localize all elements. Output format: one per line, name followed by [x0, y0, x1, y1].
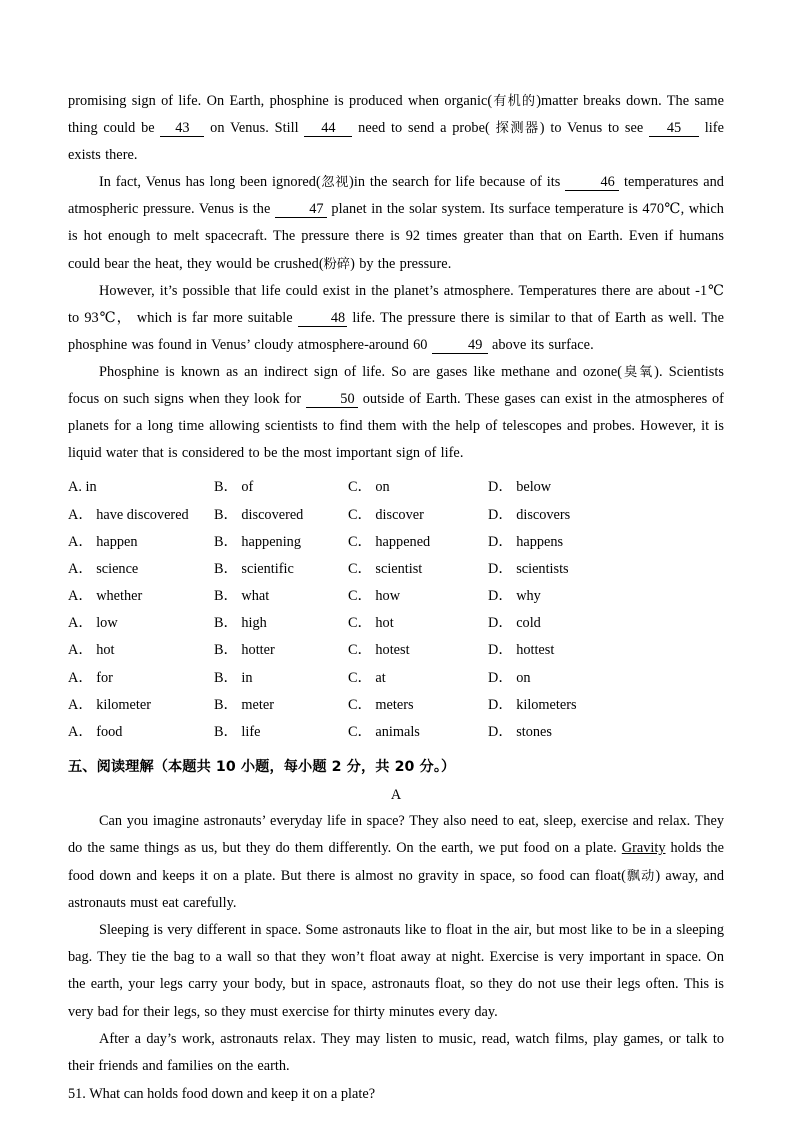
reading-paragraph-1	[68, 808, 724, 917]
option-44-b[interactable]: B． scientific	[214, 560, 294, 577]
option-46-a[interactable]: A． low	[68, 615, 118, 632]
option-49-b[interactable]: B． meter	[214, 696, 274, 713]
option-row-50	[68, 719, 724, 746]
cloze-paragraph-1	[68, 88, 724, 169]
option-48-b[interactable]: B． in	[214, 669, 253, 686]
option-48-c[interactable]: C． at	[348, 669, 386, 686]
option-49-a[interactable]: A． kilometer	[68, 696, 151, 713]
blank-44[interactable]: 44	[304, 121, 352, 137]
cloze-p2-text-c: temperatures and atmospheric pressure. Venus is the	[68, 174, 725, 218]
option-row-42	[68, 502, 724, 529]
cloze-p3-text-c: above its surface.	[487, 336, 594, 353]
option-44-c[interactable]: C． scientist	[348, 560, 423, 577]
cloze-paragraph-4	[68, 359, 724, 467]
cloze-p3-text-a: However, it’s possible that life could exist in the planet’s atmosphere. Temperatures there are about -1℃ to 93℃， which is far more suitable	[68, 282, 724, 326]
reading-passage-a	[68, 808, 724, 1080]
cloze-p2-chinese-gloss-2: 粉碎	[323, 256, 351, 272]
cloze-p1-text-d: need to send a probe(	[352, 120, 496, 137]
cloze-p1-chinese-gloss-2: 探测器	[495, 121, 540, 137]
option-50-c[interactable]: C． animals	[348, 724, 420, 740]
page-content	[68, 88, 724, 1108]
option-50-b[interactable]: B． life	[214, 724, 261, 740]
option-41-a[interactable]: A. in	[68, 479, 97, 496]
option-row-45	[68, 583, 724, 610]
option-49-d[interactable]: D． kilometers	[488, 696, 577, 713]
option-42-b[interactable]: B． discovered	[214, 506, 304, 523]
cloze-p1-text-a: promising sign of life. On Earth, phosphine is produced when organic(	[68, 93, 493, 109]
blank-50[interactable]: 50	[306, 392, 358, 408]
option-47-d[interactable]: D． hottest	[488, 642, 555, 659]
option-43-d[interactable]: D． happens	[488, 533, 564, 550]
reading-p1-text-b: holds the food down and keeps it on a plate. But there is almost no gravity in space, so food can float(	[68, 840, 725, 884]
option-43-a[interactable]: A． happen	[68, 533, 138, 550]
option-48-a[interactable]: A． for	[68, 669, 113, 686]
option-row-43	[68, 529, 724, 556]
blank-45[interactable]: 45	[649, 121, 699, 137]
cloze-p4-text-b: ). Scientists focus on such signs when they look for	[68, 363, 724, 408]
option-47-a[interactable]: A． hot	[68, 642, 115, 659]
option-row-48	[68, 665, 724, 692]
cloze-p1-chinese-gloss-1: 有机的	[492, 94, 537, 109]
option-47-b[interactable]: B． hotter	[214, 642, 275, 659]
option-47-c[interactable]: C． hotest	[348, 642, 410, 659]
cloze-p2-text-e: ) by the pressure.	[350, 255, 452, 272]
blank-49[interactable]: 49	[432, 338, 488, 354]
option-46-c[interactable]: C． hot	[348, 615, 394, 632]
cloze-p4-chinese-gloss-1: 臭氧	[622, 364, 655, 380]
option-42-d[interactable]: D． discovers	[488, 506, 571, 523]
option-50-a[interactable]: A． food	[68, 724, 123, 740]
cloze-p2-text-b: )in the search for life because of its	[349, 174, 566, 191]
cloze-p1-text-f: life exists there.	[68, 120, 725, 164]
option-46-b[interactable]: B． high	[214, 615, 267, 632]
reading-paragraph-3: After a day’s work, astronauts relax. They may listen to music, read, watch films, play games, or talk to their friends and families on the earth.	[68, 1030, 724, 1075]
option-41-b[interactable]: B． of	[214, 479, 254, 496]
reading-p1-chinese-gloss: 飘动	[625, 868, 656, 884]
option-45-a[interactable]: A． whether	[68, 588, 143, 605]
option-41-c[interactable]: C． on	[348, 479, 390, 496]
option-44-a[interactable]: A． science	[68, 560, 139, 577]
cloze-p1-text-e: ) to Venus to see	[539, 120, 650, 137]
cloze-p2-text-a: In fact, Venus has long been ignored(	[99, 174, 321, 191]
blank-43[interactable]: 43	[160, 121, 204, 137]
options-list	[68, 474, 724, 746]
cloze-p4-text-a: Phosphine is known as an indirect sign of life. So are gases like methane and ozone(	[99, 363, 623, 380]
reading-paragraph-2: Sleeping is very different in space. Some astronauts like to float in the air, but most like to be in a sleeping bag. They tie the bag to a wall so that they won’t float away at night. Exercise is very important in space. On the earth, your legs carry your body, but in space, astronauts float, so they do not use their legs often. This is very bad for their legs, so they must exercise for thirty minutes every day.	[68, 922, 724, 1020]
cloze-p1-text-b: )matter breaks down. The same thing could be	[68, 93, 724, 137]
passage-letter-label: A	[390, 787, 402, 804]
blank-48[interactable]: 48	[298, 311, 347, 327]
option-44-d[interactable]: D． scientists	[488, 560, 569, 577]
option-48-d[interactable]: D． on	[488, 669, 531, 686]
cloze-paragraph-2	[68, 169, 724, 277]
cloze-passage	[68, 88, 724, 467]
option-45-c[interactable]: C． how	[348, 588, 401, 605]
reading-p1-text-c: ) away, and astronauts must eat carefully.	[68, 867, 725, 911]
option-45-b[interactable]: B． what	[214, 588, 270, 605]
option-row-44	[68, 556, 724, 583]
blank-47[interactable]: 47	[275, 202, 327, 218]
question-51-text: What can holds food down and keep it on a plate?	[85, 1086, 376, 1103]
option-43-b[interactable]: B． happening	[214, 533, 301, 550]
option-49-c[interactable]: C． meters	[348, 696, 414, 713]
reading-p1-text-a: Can you imagine astronauts’ everyday life in space? They also need to eat, sleep, exercise and relax. They do the same things as us, but they do them differently. On the earth, we put food on a plate.	[68, 813, 724, 857]
option-41-d[interactable]: D． below	[488, 479, 552, 496]
question-51	[68, 1081, 724, 1108]
option-42-a[interactable]: A． have discovered	[68, 506, 189, 523]
cloze-p4-text-c: outside of Earth. These gases can exist in the atmospheres of planets for a long time allowing scientists to find them with the help of telescopes and probes. However, it is liquid water that is considered to be the most important sign of life.	[68, 391, 724, 462]
option-row-41	[68, 474, 724, 501]
option-row-47	[68, 637, 724, 664]
section-heading-reading-comprehension: 五、阅读理解（本题共 10 小题，每小题 2 分，共 20 分。）	[68, 759, 456, 776]
blank-46[interactable]: 46	[565, 175, 619, 191]
option-row-46	[68, 610, 724, 637]
reading-p1-underlined-word: Gravity	[621, 840, 666, 857]
cloze-paragraph-3	[68, 278, 724, 359]
cloze-p2-chinese-gloss-1: 忽视	[320, 175, 350, 191]
option-43-c[interactable]: C． happened	[348, 533, 431, 550]
option-50-d[interactable]: D． stones	[488, 724, 552, 740]
option-42-c[interactable]: C． discover	[348, 506, 424, 523]
cloze-p2-text-d: planet in the solar system. Its surface temperature is 470℃, which is hot enough to melt spacecraft. The pressure there is 92 times greater than that on Earth. Even if humans could bear the heat, they would be crushed(	[68, 201, 724, 272]
question-51-number: 51.	[68, 1086, 86, 1103]
option-row-49	[68, 692, 724, 719]
cloze-p1-text-c: on Venus. Still	[204, 120, 305, 137]
option-46-d[interactable]: D． cold	[488, 615, 541, 632]
cloze-p3-text-b: life. The pressure there is similar to that of Earth as well. The phosphine was found in Venus’ cloudy atmosphere-around 60	[68, 309, 724, 353]
option-45-d[interactable]: D． why	[488, 588, 541, 605]
